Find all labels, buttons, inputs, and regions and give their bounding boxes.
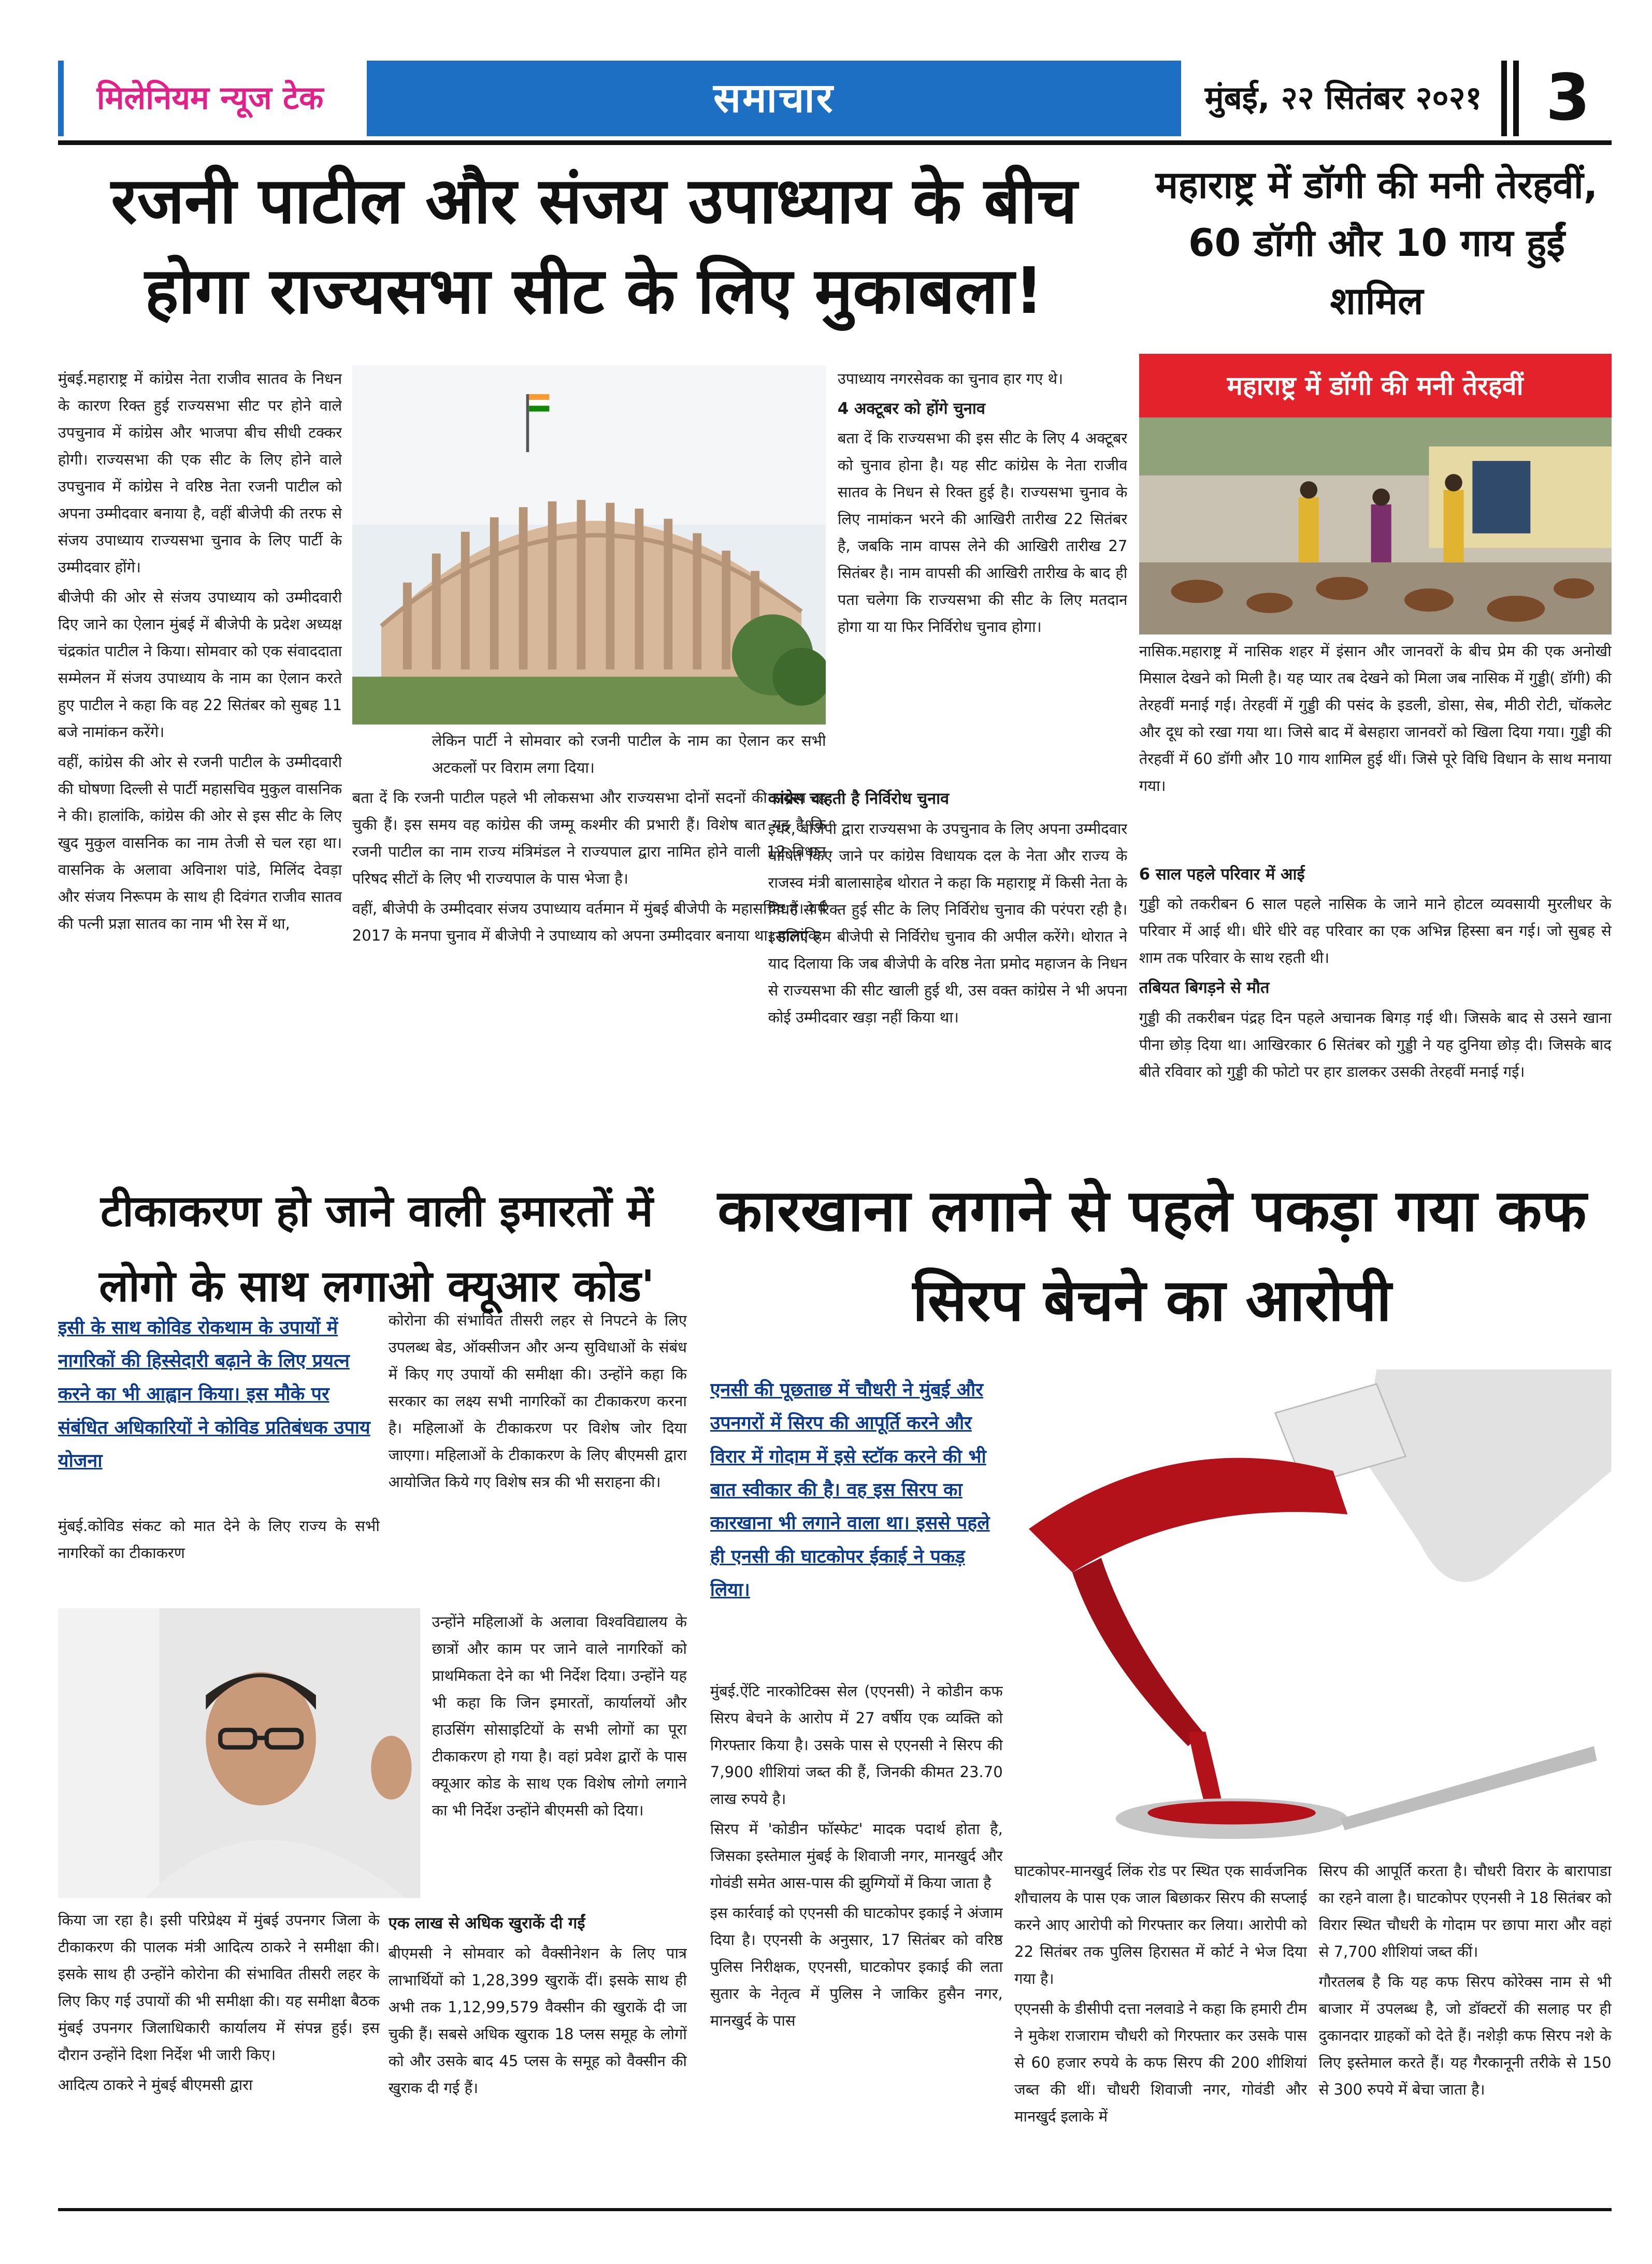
- qr-para: आदित्य ठाकरे ने मुंबई बीएमसी द्वारा: [58, 2076, 253, 2094]
- rajyasabha-para: बता दें कि राज्यसभा की इस सीट के लिए 4 अक्टूबर को चुनाव होना है। यह सीट कांग्रेस के नेता राजीव सातव के निधन से रिक्त हुई है। राज्यसभा चुनाव के लिए नामांकन भरने की आखिरी तारीख 22 सितंबर है, जबकि नाम वापस लेने की आखिरी तारीख 27 सितंबर है। नाम वापसी की आखिरी तारीख के बाद ही पता चलेगा कि राज्यसभा की सीट के लिए मतदान होगा या या फिर निर्विरोध चुनाव होगा।: [837, 429, 1128, 636]
- syrup-col2: [1014, 1857, 1307, 2205]
- qr-col2-top: [389, 1307, 687, 1605]
- page-number: 3: [1545, 61, 1590, 135]
- rajyasabha-para: लेकिन पार्टी ने सोमवार को रजनी पाटील के नाम का ऐलान कर सभी अटकलों पर विराम लगा दिया।: [432, 732, 826, 777]
- aaditya-thackeray-photo: [58, 1608, 420, 1898]
- qr-col2-bottom: [389, 1907, 687, 2205]
- qr-col2-mid: [432, 1608, 687, 1905]
- dog-para2-block: [1139, 858, 1612, 1147]
- rajyasabha-subheading: 4 अक्टूबर को होंगे चुनाव: [837, 399, 985, 418]
- syrup-para: इस कार्रवाई को एएनसी की घाटकोपर इकाई ने अंजाम दिया है। एएनसी के अनुसार, 17 सितंबर को वरिष्ठ पुलिस निरीक्षक, एएनसी, घाटकोपर इकाई की लता सुतार के नेतृत्व में पुलिस ने जाकिर हुसैन नगर, मानखुर्द के पास: [710, 1904, 1003, 2029]
- bottom-rule: [58, 2208, 1612, 2211]
- dog-para: गुड्डी की तकरीबन पंद्रह दिन पहले अचानक बिगड़ गई थी। जिसके बाद से उसने खाना पीना छोड़ दिया था। आखिरकार 6 सितंबर को गुड्डी ने यह दुनिया छोड़ दी। जिसके बाद बीते रविवार को गुड्डी की फोटो पर हार डालकर उसकी तेरहवीं मनाई गई।: [1139, 1008, 1612, 1080]
- syrup-col1: [710, 1678, 1003, 2205]
- syrup-para: सिरप की आपूर्ति करता है। चौधरी विरार के बारापाडा का रहने वाला है। घाटकोपर एएनसी ने 18 सितंबर को विरार स्थित चौधरी के गोदाम पर छापा मारा और वहां से 7,700 शीशियां जब्त कीं।: [1318, 1862, 1612, 1961]
- rajyasabha-col2: [352, 727, 826, 1142]
- rajyasabha-col1: [58, 365, 342, 1142]
- qr-lead: इसी के साथ कोविड रोकथाम के उपायों में नागरिकों की हिस्सेदारी बढ़ाने के लिए प्रयत्न करने का भी आह्वान किया। इस मौके पर संबंधित अधिकारियों ने कोविड प्रतिबंधक उपाय योजना: [58, 1317, 370, 1472]
- parliament-photo: [352, 365, 826, 725]
- syrup-para: सिरप में 'कोडीन फॉस्फेट' मादक पदार्थ होता है, जिसका इस्तेमाल मुंबई के शिवाजी नगर, मानखुर्द और गोवंडी समेत आस-पास की झुग्गियों में किया जाता है: [710, 1820, 1003, 1892]
- syrup-para: गौरतलब है कि यह कफ सिरप कोरेक्स नाम से भी बाजार में उपलब्ध है, जो डॉक्टरों की सलाह पर ही दुकानदार ग्राहकों को देते हैं। नशेड़ी कफ सिरप नशे के लिए इस्तेमाल करते हैं। यह गैरकानूनी तरीके से 150 से 300 रुपये में बेचा जाता है।: [1318, 1972, 1612, 2099]
- issue-date: मुंबई, २२ सितंबर २०२१: [1204, 79, 1482, 117]
- dog-subheading: तबियत बिगड़ने से मौत: [1139, 978, 1270, 997]
- rajyasabha-para: उपाध्याय नगरसेवक का चुनाव हार गए थे।: [837, 369, 1064, 387]
- qr-col1-bottom: [58, 1907, 380, 2205]
- paper-name: मिलेनियम न्यूज टेक: [96, 79, 324, 117]
- syrup-col3: [1319, 1857, 1612, 2205]
- qr-col1-top: [58, 1512, 380, 1599]
- rajyasabha-para: वहीं, कांग्रेस की ओर से रजनी पाटील के उम्मीदवारी की घोषणा दिल्ली से पार्टी महासचिव मुकुल वासनिक ने की। हालांकि, कांग्रेस की ओर से इस सीट के लिए खुद मुकुल वासनिक का नाम तेजी से चल रहा था। वासनिक के अलावा अविनाश पांडे, मिलिंद देवड़ा और संजय निरूपम के साथ ही दिवंगत राजीव सातव की पत्नी प्रज्ञा सातव का नाम भी रेस में था,: [58, 753, 342, 932]
- syrup-para: मुंबई.ऐंटि नारकोटिक्स सेल (एएनसी) ने कोडीन कफ सिरप बेचने के आरोप में 27 वर्षीय एक व्यक्ति को गिरफ्तार किया है। उसके पास से एएनसी ने सिरप की 7,900 शीशियां जब्त की हैं, जिनकी कीमत 23.70 लाख रुपये है।: [710, 1682, 1003, 1808]
- cough-syrup-photo: [1014, 1369, 1612, 1848]
- rajyasabha-subheading: कांग्रेस चाहती है निर्विरोध चुनाव: [768, 789, 950, 809]
- rajyasabha-para: इधर, बीजेपी द्वारा राज्यसभा के उपचुनाव के लिए अपना उम्मीदवार घोषित किए जाने पर कांग्रेस विधायक दल के नेता और राज्य के राजस्व मंत्री बालासाहेब थोरात ने कहा कि महाराष्ट्र में किसी नेता के निधन से रिक्त हुई सीट के लिए निर्विरोध चुनाव की परंपरा रही है। इसलिए हम बीजेपी से निर्विरोध चुनाव की अपील करेंगे। थोरात ने याद दिलाया कि जब बीजेपी के वरिष्ठ नेता प्रमोद महाजन के निधन से राज्यसभा की सीट खाली हुई थी, उस वक्त कांग्रेस ने भी अपना कोई उम्मीदवार खड़ा नहीं किया था।: [768, 819, 1128, 1027]
- dog-para1: [1139, 638, 1612, 858]
- rajyasabha-col3-bottom: [768, 783, 1128, 1142]
- qr-para: मुंबई.कोविड संकट को मात देने के लिए राज्य के सभी नागरिकों का टीकाकरण: [58, 1517, 380, 1562]
- dog-para: नासिक.महाराष्ट्र में नासिक शहर में इंसान और जानवरों के बीच प्रेम की एक अनोखी मिसाल देखने को मिली है। यह प्यार तब देखने को मिला जब नासिक में गुड्डी( डॉगी) की तेरहवीं मनाई गई। तेरहवीं में गुड्डी की पसंद के इडली, डोसा, सेब, मीठी रोटी, चॉकलेट और दूध को रखा गया था। जिसे बाद में बेसहारा जानवरों को खिला दिया गया। गुड्डी की तेरहवीं में 60 डॉगी और 10 गाय शामिल हुई थीं। जिसे पूरे विधि विधान के साथ मनाया गया।: [1139, 642, 1612, 795]
- qr-para: उन्होंने महिलाओं के अलावा विश्वविद्यालय के छात्रों और काम पर जाने वाले नागरिकों को प्राथमिकता देने का भी निर्देश दिया। उन्होंने यह भी कहा कि जिन इमारतों, कार्यालयों और हाउसिंग सोसाइटियों के सभी लोगों का पूरा टीकाकरण हो गया है। वहां प्रवेश द्वारों के पास क्यूआर कोड के साथ एक विशेष लोगो लगाने का भी निर्देश उन्होंने बीएमसी को दिया।: [432, 1613, 687, 1820]
- dog-subheading: 6 साल पहले परिवार में आई: [1139, 864, 1305, 884]
- rajyasabha-headline: रजनी पाटील और संजय उपाध्याय के बीच होगा राज्यसभा सीट के लिए मुकाबला!: [111, 164, 1078, 328]
- qr-para: किया जा रहा है। इसी परिप्रेक्ष्य में मुंबई उपनगर जिला के टीकाकरण की पालक मंत्री आदित्य ठाकरे ने समीक्षा की। इसके साथ ही उन्होंने कोरोना की संभावित तीसरी लहर के लिए किए गई उपायों की भी समीक्षा की। यह समीक्षा बैठक मुंबई उपनगर जिलाधिकारी कार्यालय में संपन्न हुई। इस दौरान उन्होंने दिशा निर्देश भी जारी किए।: [58, 1911, 380, 2064]
- qr-subheading: एक लाख से अधिक खुराकें दी गईं: [388, 1913, 585, 1933]
- masthead-rule: [58, 140, 1612, 145]
- qr-headline: टीकाकरण हो जाने वाली इमारतों में लोगो के साथ लगाओ क्यूआर कोड': [99, 1185, 655, 1312]
- rajyasabha-para: मुंबई.महाराष्ट्र में कांग्रेस नेता राजीव सातव के निधन के कारण रिक्त हुई राज्यसभा सीट पर होने वाले उपचुनाव में कांग्रेस और भाजपा बीच सीधी टक्कर होगी। राज्यसभा की एक सीट के लिए होने वाले उपचुनाव में कांग्रेस ने वरिष्ठ नेता रजनी पाटील को अपना उम्मीदवार बनाया है, वहीं बीजेपी की तरफ से संजय उपाध्याय राज्यसभा चुनाव के लिए पार्टी के उम्मीदवार होंगे।: [58, 369, 342, 576]
- dog-para: गुड्डी को तकरीबन 6 साल पहले नासिक के जाने माने होटल व्यवसायी मुरलीधर के परिवार में आई थी। धीरे धीरे वह परिवार का एक अभिन्न हिस्सा बन गई। जो सुबह से शाम तक परिवार के साथ रहती थी।: [1139, 895, 1612, 967]
- section-title: समाचार: [367, 61, 1181, 136]
- qr-para: बीएमसी ने सोमवार को वैक्सीनेशन के लिए पात्र लाभार्थियों को 1,28,399 खुराकें दीं। इसके साथ ही अभी तक 1,12,99,579 वैक्सीन की खुराकें दी जा चुकी हैं। सबसे अधिक खुराक 18 प्लस समूह के लोगों को और उसके बाद 45 प्लस के समूह को वैक्सीन की खुराक दी गई हैं।: [388, 1944, 687, 2097]
- dog-headline: महाराष्ट्र में डॉगी की मनी तेरहवीं, 60 डॉगी और 10 गाय हुईं शामिल: [1155, 163, 1598, 323]
- syrup-para: एएनसी के डीसीपी दत्ता नलवाडे ने कहा कि हमारी टीम ने मुकेश राजाराम चौधरी को गिरफ्तार कर उसके पास से 60 हजार रुपये के कफ सिरप की 200 शीशियां जब्त की थीं। चौधरी शिवाजी नगर, गोवंडी और मानखुर्द इलाके में: [1014, 1999, 1308, 2126]
- dog-photo-banner: महाराष्ट्र में डॉगी की मनी तेरहवीं: [1139, 354, 1612, 417]
- rajyasabha-para: बीजेपी की ओर से संजय उपाध्याय को उम्मीदवारी दिए जाने का ऐलान मुंबई में बीजेपी के प्रदेश अध्यक्ष चंद्रकांत पाटील ने किया। सोमवार को एक संवाददाता सम्मेलन में संजय उपाध्याय के नाम का ऐलान करते हुए पाटील ने कहा कि वह 22 सितंबर को सुबह 11 बजे नामांकन करेंगे।: [58, 588, 342, 741]
- rajyasabha-para: बता दें कि रजनी पाटील पहले भी लोकसभा और राज्यसभा दोनों सदनों की सदस्य रह चुकी हैं। इस समय वह कांग्रेस की जम्मू कश्मीर की प्रभारी हैं। विशेष बात यह है कि रजनी पाटील का नाम राज्य मंत्रिमंडल ने राज्यपाल द्वारा नामित होने वाली 12 विधान परिषद सीटों के लिए भी राज्यपाल के पास भेजा है।: [352, 788, 826, 888]
- rajyasabha-para: वहीं, बीजेपी के उम्मीदवार संजय उपाध्याय वर्तमान में मुंबई बीजेपी के महासचिव हैं। वर्ष 2017 के मनपा चुनाव में बीजेपी ने उपाध्याय को अपना उम्मीदवार बनाया था। हालांकि: [352, 899, 826, 944]
- syrup-lead: एनसी की पूछताछ में चौधरी ने मुंबई और उपनगरों में सिरप की आपूर्ति करने और विरार में गोदाम में इसे स्टॉक करने की भी बात स्वीकार की है। वह इस सिरप का कारखाना भी लगाने वाला था। इससे पहले ही एनसी की घाटकोपर ईकाई ने पकड़ लिया।: [710, 1379, 990, 1600]
- qr-para: कोरोना की संभावित तीसरी लहर से निपटने के लिए उपलब्ध बेड, ऑक्सीजन और अन्य सुविधाओं के संबंध में किए गए उपायों की समीक्षा की। उन्होंने कहा कि सरकार का लक्ष्य सभी नागरिकों का टीकाकरण करना है। महिलाओं के टीकाकरण पर विशेष जोर दिया जाएगा। महिलाओं के टीकाकरण के लिए बीएमसी द्वारा आयोजित किये गए विशेष सत्र की भी सराहना की।: [388, 1311, 687, 1491]
- dog-photo: [1139, 417, 1612, 635]
- syrup-headline: कारखाना लगाने से पहले पकड़ा गया कफ सिरप बेचने का आरोपी: [717, 1177, 1587, 1335]
- page-number-divider: [1501, 61, 1519, 136]
- syrup-para: घाटकोपर-मानखुर्द लिंक रोड पर स्थित एक सार्वजनिक शौचालय के पास एक जाल बिछाकर सिरप की सप्लाई करने आए आरोपी को गिरफ्तार कर लिया। आरोपी को 22 सितंबर तक पुलिस हिरासत में कोर्ट ने भेज दिया गया है।: [1014, 1862, 1308, 1988]
